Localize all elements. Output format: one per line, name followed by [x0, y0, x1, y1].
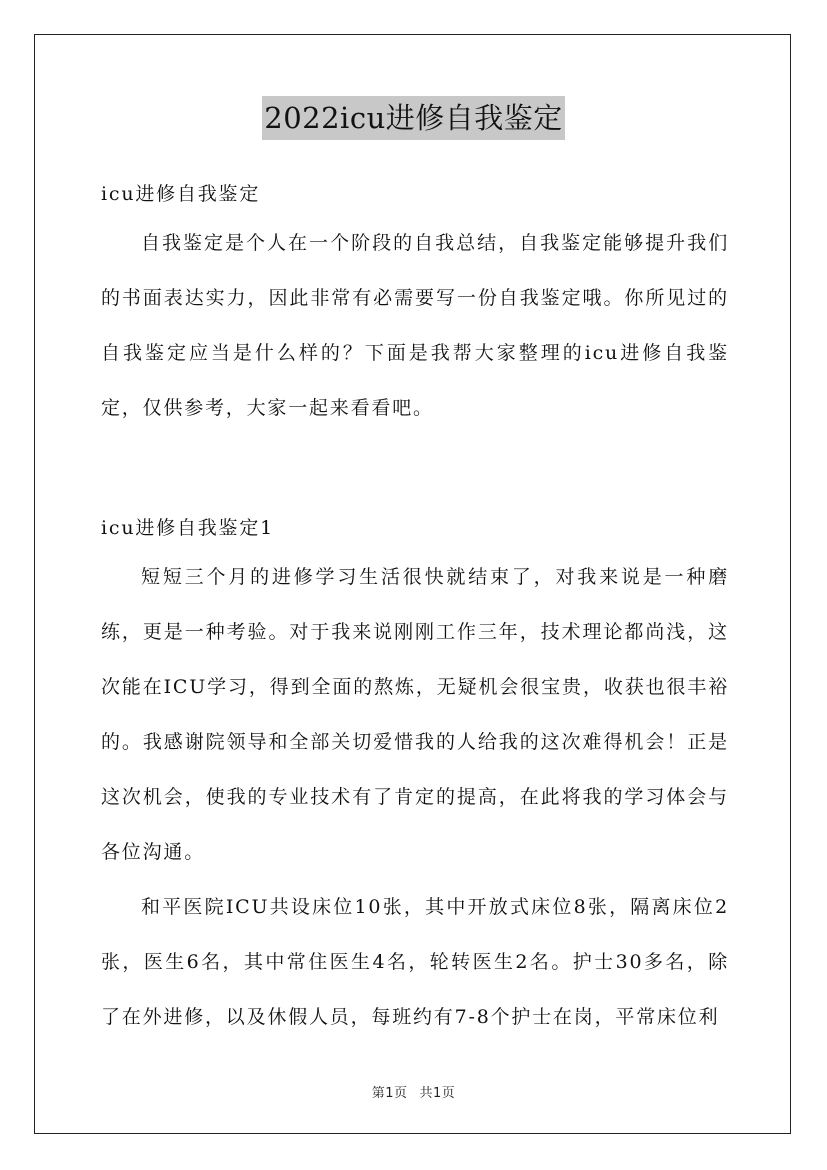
section-heading: icu进修自我鉴定 [101, 183, 261, 205]
document-title-text: 2022icu进修自我鉴定 [262, 96, 565, 140]
intro-paragraph: 自我鉴定是个人在一个阶段的自我总结，自我鉴定能够提升我们的书面表达实力，因此非常有必需要写一份自我鉴定哦。你所见过的自我鉴定应当是什么样的？下面是我帮大家整理的icu进修自我鉴定，仅供参考，大家一起来看看吧。 [101, 232, 729, 419]
spacer [101, 436, 729, 506]
document-body [101, 172, 729, 1045]
page-number-current: 第1页 [371, 1086, 408, 1101]
sub-heading: icu进修自我鉴定1 [101, 517, 275, 539]
body-paragraph-2: 和平医院ICU共设床位10张，其中开放式床位8张，隔离床位2张，医生6名，其中常住医生4名，轮转医生2名。护士30多名，除了在外进修，以及休假人员，每班约有7-8个护士在岗，平常床位利 [101, 896, 729, 1028]
body-paragraph-1: 短短三个月的进修学习生活很快就结束了，对我来说是一种磨练，更是一种考验。对于我来说刚刚工作三年，技术理论都尚浅，这次能在ICU学习，得到全面的熬炼，无疑机会很宝贵，收获也很丰裕的。我感谢院领导和全部关切爱惜我的人给我的这次难得机会！正是这次机会，使我的专业技术有了肯定的提高，在此将我的学习体会与各位沟通。 [101, 566, 729, 863]
page-footer [0, 1082, 827, 1101]
page-number-total: 共1页 [419, 1086, 456, 1101]
document-title [0, 96, 827, 145]
